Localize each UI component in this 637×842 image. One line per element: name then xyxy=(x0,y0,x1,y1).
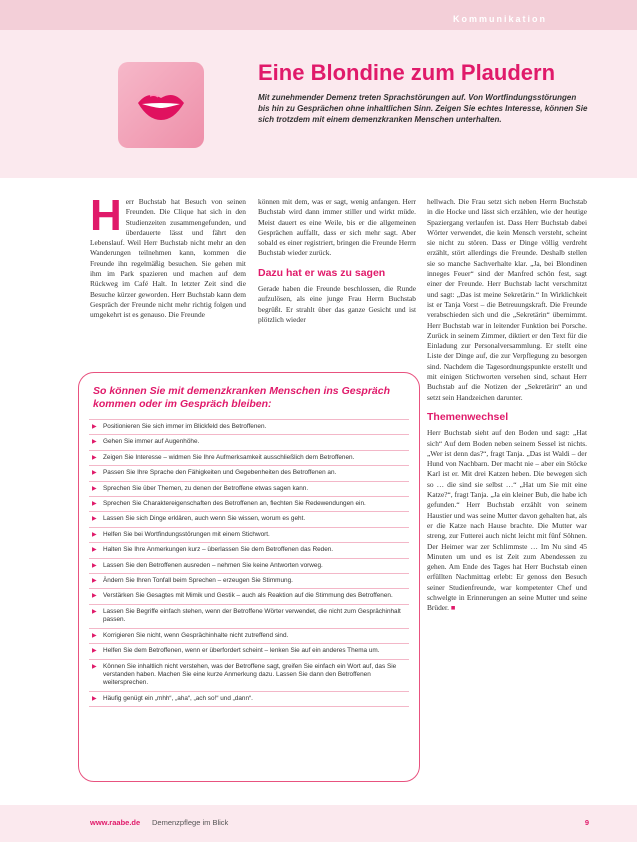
tips-list-item-text: Helfen Sie dem Betroffenen, wenn er überfordert scheint – lenken Sie auf ein anderes Thema um. xyxy=(103,647,380,655)
tips-list-item-text: Korrigieren Sie nicht, wenn Gesprächinhalte nicht zutreffend sind. xyxy=(103,631,289,639)
page-number: 9 xyxy=(584,818,589,827)
tips-list-item-text: Halten Sie Ihre Anmerkungen kurz – überlassen Sie dem Betroffenen das Reden. xyxy=(103,546,334,554)
arrow-right-icon: ▶ xyxy=(92,531,97,538)
tips-box xyxy=(78,372,420,782)
tips-list-item xyxy=(89,527,409,542)
tips-list-item-text: Ändern Sie Ihren Tonfall beim Sprechen – erzeugen Sie Stimmung. xyxy=(103,577,293,585)
arrow-right-icon: ▶ xyxy=(92,562,97,569)
article-column-3 xyxy=(427,197,587,614)
tips-list-item xyxy=(89,691,409,707)
tips-list-item xyxy=(89,496,409,511)
tips-list-item-text: Lassen Sie den Betroffenen ausreden – nehmen Sie keine Antworten vorweg. xyxy=(103,561,323,569)
subheading-themenwechsel: Themenwechsel xyxy=(427,410,509,423)
tips-list-item-text: Positionieren Sie sich immer im Blickfeld des Betroffenen. xyxy=(103,423,267,430)
tips-list-item xyxy=(89,573,409,588)
arrow-right-icon: ▶ xyxy=(92,547,97,554)
tips-list-item-text: Passen Sie Ihre Sprache den Fähigkeiten und Gegebenheiten des Betroffenen an. xyxy=(103,469,337,477)
tips-list-item xyxy=(89,628,409,643)
arrow-right-icon: ▶ xyxy=(92,663,97,670)
tips-list-item xyxy=(89,419,409,434)
column-3b-body: Herr Buchstab sieht auf den Boden und sagt: „Hat sich“ Auf dem Boden neben seinem Sessel ist nichts. „Wer ist denn das?“, fragt Tanja. „Das ist Waldi – der Hund von Nachbarn. Der macht nie – aber ein Stöcke Karl ist er. Mit drei Katzen heben. Die bewegen sich so … die sind sie selbst …“ „Hat um Sie mit eine Katze?“, fragt Tanja. „Ja ein kleiner Bub, die habe ich gefunden.“ Herr Buchstab erzählt von seinem Haustier und was seine Mutter davon gehalten hat, als er die Katze nach Hause brachte. Die Mutter war streng, zur Futterei auch nicht leicht mit fünf Söhnen. Der Heimer war zer Schlimmste … Im Nu sind 45 Minuten um und es ist Zeit zum Abendessen zu gehen. Am Ende des Tages hat Herr Buchstab einen erfüllten Nachmittag erlebt: Er genoss den Besuch seiner Studienfreunde, war kompetenter Chef und schwelgte in Erinnerungen an seine Mutter und seine Brüder. xyxy=(427,428,587,613)
arrow-right-icon: ▶ xyxy=(92,578,97,585)
footer-title: Demenzpflege im Blick xyxy=(152,818,229,827)
article-column-2 xyxy=(258,197,416,325)
arrow-right-icon: ▶ xyxy=(92,608,97,615)
tips-list-item-text: Häufig genügt ein „mhh“, „aha“, „ach so!“ und „dann“. xyxy=(103,694,253,702)
article-column-1 xyxy=(90,191,246,321)
tips-list-item-text: Sprechen Sie Charaktereigenschaften des Betroffenen an, flechten Sie Redewendungen ein. xyxy=(103,500,366,508)
arrow-right-icon: ▶ xyxy=(92,501,97,508)
article-lead: Mit zunehmender Demenz treten Sprachstörungen auf. Von Wortfindungsstörungen bis hin zu Gesprächen ohne inhaltlichen Sinn. Zeigen Sie echtes Interesse, können Sie sich trotzdem mit einem demenzkranken Menschen unterhalten. xyxy=(258,93,588,124)
subheading-dazu: Dazu hat er was zu sagen xyxy=(258,266,386,279)
tips-list-item-text: Lassen Sie sich Dinge erklären, auch wenn Sie wissen, worum es geht. xyxy=(103,515,306,523)
tips-list-item xyxy=(89,434,409,449)
lips-icon xyxy=(136,88,186,122)
column-2b-text: Gerade haben die Freunde beschlossen, die Runde aufzulösen, als eine junge Frau Herrn Buchstab begrüßt. Er strahlt über das ganze Gesicht und ist plötzlich wieder xyxy=(258,284,416,324)
tips-list-item xyxy=(89,511,409,526)
column-2-text: können mit dem, was er sagt, wenig anfangen. Herr Buchstab wird dann immer stiller und wirkt müde. Meist dauert es eine Weile, bis er die allgemeinen Gesprächen auffallt, dass er sich mehr sagt. Aber sobald es einer registriert, bringen die Freunde Herrn Buchstab wieder zurück. xyxy=(258,197,416,258)
arrow-right-icon: ▶ xyxy=(92,439,97,446)
lips-icon-box xyxy=(118,62,204,148)
footer-url[interactable]: www.raabe.de xyxy=(90,818,141,827)
arrow-right-icon: ▶ xyxy=(92,632,97,639)
column-1-text: err Buchstab hat Besuch von seinen Freunden. Die Clique hat sich in den Studienzeiten zusammengefunden, und überdauerte lässt und fährt den Lebenslauf. Weil Herr Buchstab nicht mehr an den Wanderungen teilnehmen kann, kommen die Freunde ihn regelmäßig besuchen. Sie gehen mit ihm im Park spazieren und machen auf dem Rückweg im Café Halt. In letzter Zeit sind die Besuche kürzer geworden. Herr Buchstab kann dem Gespräch der Freunde nicht mehr richtig folgen und umgekehrt ist es genauso. Die Freunde xyxy=(90,197,246,320)
arrow-right-icon: ▶ xyxy=(92,695,97,702)
arrow-right-icon: ▶ xyxy=(92,424,97,430)
tips-list-item xyxy=(89,604,409,628)
arrow-right-icon: ▶ xyxy=(92,648,97,655)
tips-list-item xyxy=(89,558,409,573)
arrow-right-icon: ▶ xyxy=(92,593,97,600)
column-3-text: hellwach. Die Frau setzt sich neben Herrn Buchstab in die Hocke und lässt sich erzählen, wie der heutige Spaziergang verlaufen ist. Dass Herr Buchstab dabei Wörter verwendet, die kein Mensch versteht, scheint sie nicht zu stören. Dass er Dinge völlig verdreht erzählt, stört allerdings die Freunde. Deshalb stellen sie so manche Sachverhalte klar. „Ja, bei Blondinen inneges Feuer“ sind der Manfred schön fest, sagt einer der Freunde. Herr Buchstab lacht verschmitzt und sagt: „Das ist meine Sekretärin.“ In Wirklichkeit ist er Tanja Vorst – die Betreuungskraft. Die Freunde verabschieden sich und die „Sekretärin“ übernimmt. Herr Buchstab war in leitender Funktion bei Porsche. Zurück in seinem Zimmer, diktiert er den Text für die Einladung zur Personalversammlung. Er stellt eine Liste der Dinge auf, die zur Verpflegung zu besorgen sind. Nachdem die Tagesordnungspunkte erstellt und mit einigen Stichworten versehen sind, schaut Herr Buchstab auf die Notizen der „Sekretärin“ an und setzt sein Handzeichen darunter. xyxy=(427,197,587,402)
tips-list-item-text: Zeigen Sie Interesse – widmen Sie Ihre Aufmerksamkeit ausschließlich dem Betroffenen. xyxy=(103,453,355,461)
tips-list-item xyxy=(89,481,409,496)
end-mark: ■ xyxy=(450,603,456,613)
tips-list-item-text: Verstärken Sie Gesagtes mit Mimik und Gestik – auch als Reaktion auf die Stimmung des Betroffenen. xyxy=(103,592,393,600)
column-3b-text xyxy=(427,428,587,613)
arrow-right-icon: ▶ xyxy=(92,516,97,523)
tips-list-item-text: Sprechen Sie über Themen, zu denen der Betroffene etwas sagen kann. xyxy=(103,484,309,492)
tips-list xyxy=(89,419,409,707)
tips-list-item xyxy=(89,450,409,465)
arrow-right-icon: ▶ xyxy=(92,485,97,492)
arrow-right-icon: ▶ xyxy=(92,454,97,461)
arrow-right-icon: ▶ xyxy=(92,470,97,477)
tips-list-item xyxy=(89,542,409,557)
drop-cap: H xyxy=(90,191,122,240)
tips-box-title: So können Sie mit demenzkranken Menschen ins Gespräch kommen oder im Gespräch bleiben: xyxy=(93,385,391,410)
section-label: Kommunikation xyxy=(452,14,547,24)
tips-list-item xyxy=(89,588,409,603)
tips-list-item-text: Können Sie inhaltlich nicht verstehen, was der Betroffene sagt, greifen Sie einfach ein Wort auf, das Sie verstanden haben. Machen Sie eine kurze Anmerkung dazu. Lassen Sie dann den Betroffenen weitersprechen. xyxy=(103,662,397,687)
tips-list-item-text: Lassen Sie Begriffe einfach stehen, wenn der Betroffene Wörter verwendet, die nicht zum Gesprächinhalt passen. xyxy=(103,607,401,624)
tips-list-item xyxy=(89,659,409,691)
tips-list-item xyxy=(89,465,409,480)
tips-list-item-text: Helfen Sie bei Wortfindungsstörungen mit einem Stichwort. xyxy=(103,530,270,538)
article-title: Eine Blondine zum Plaudern xyxy=(258,60,556,85)
tips-list-item-text: Gehen Sie immer auf Augenhöhe. xyxy=(103,438,200,446)
tips-list-item xyxy=(89,643,409,658)
